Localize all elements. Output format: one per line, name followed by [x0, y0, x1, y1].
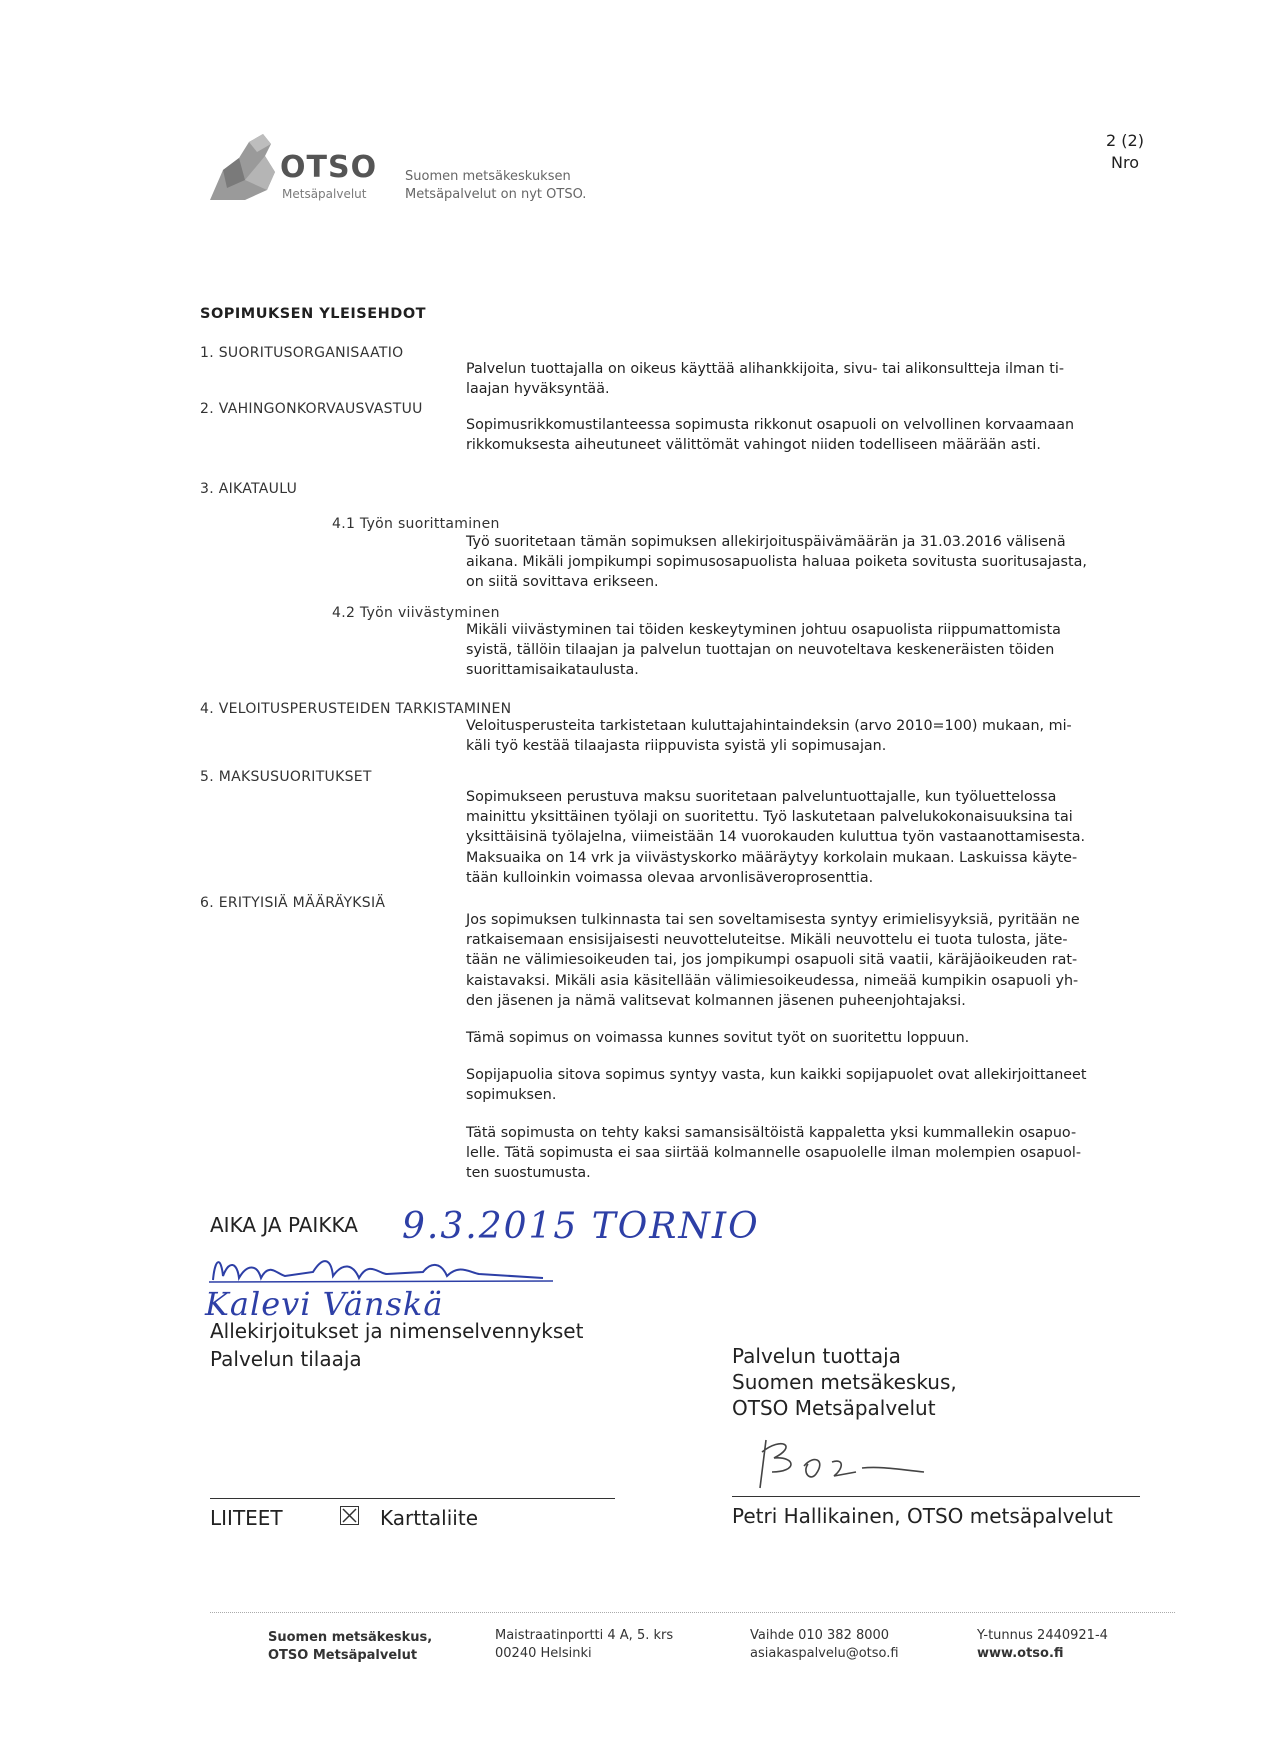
text-line: syistä, tällöin tilaajan ja palvelun tuottajan on neuvoteltava keskeneräisten töiden — [466, 642, 1055, 659]
text-line: lelle. Tätä sopimusta ei saa siirtää kolmannelle osapuolelle ilman molempien osapuol- — [466, 1145, 1081, 1162]
text-line: mainittu yksittäinen työlaji on suoritettu. Työ laskutetaan palvelukokonaisuuksina tai — [466, 809, 1073, 826]
section-5-text — [466, 787, 1156, 888]
document-title: SOPIMUKSEN YLEISEHDOT — [200, 306, 427, 322]
section-4-2-text — [466, 620, 1156, 681]
tagline-line-2: Metsäpalvelut on nyt OTSO. — [405, 187, 587, 202]
text-line: Tätä sopimusta on tehty kaksi samansisältöistä kappaletta yksi kummallekin osapuo- — [466, 1125, 1077, 1141]
footer-address-line-2: 00240 Helsinki — [495, 1646, 592, 1661]
section-1-heading: 1. SUORITUSORGANISAATIO — [200, 345, 404, 361]
page-number-block — [1100, 130, 1150, 174]
text-line: ten suostumusta. — [466, 1165, 591, 1182]
text-line: aikana. Mikäli jompikumpi sopimusosapuolista haluaa poiketa sovitusta suoritusajasta, — [466, 554, 1087, 571]
footer-phone: Vaihde 010 382 8000 — [750, 1628, 890, 1643]
text-line: yksittäisinä työlajelna, viimeistään 14 vuorokauden kuluttua työn vastaanottamisesta. — [466, 829, 1086, 846]
logo-subtext: Metsäpalvelut — [282, 187, 367, 201]
footer-address-line-1: Maistraatinportti 4 A, 5. krs — [495, 1628, 674, 1643]
provider-signer-name: Petri Hallikainen, OTSO metsäpalvelut — [732, 1504, 1113, 1528]
section-6-paragraph-1 — [466, 910, 1156, 1011]
section-2-text — [466, 415, 1156, 455]
text-line: Jos sopimuksen tulkinnasta tai sen soveltamisesta syntyy erimielisyyksiä, pyritään ne — [466, 912, 1080, 928]
nro-label: Nro — [1111, 153, 1139, 172]
logo-wordmark: OTSO — [280, 150, 378, 185]
section-4-heading: 4. VELOITUSPERUSTEIDEN TARKISTAMINEN — [200, 701, 512, 717]
provider-label-3: OTSO Metsäpalvelut — [732, 1396, 936, 1420]
text-line: kaistavaksi. Mikäli asia käsitellään välimiesoikeudessa, nimeää kumpikin osapuoli yh- — [466, 972, 1079, 989]
text-line: suorittamisaikataulusta. — [466, 662, 639, 679]
text-line: Sopimusrikkomustilanteessa sopimusta rikkonut osapuoli on velvollinen korvaamaan — [466, 417, 1075, 433]
attachments-label: LIITEET — [210, 1506, 283, 1530]
text-line: Maksuaika on 14 vrk ja viivästyskorko määräytyy korkolain mukaan. Laskuissa käyte- — [466, 849, 1078, 866]
customer-signature-line — [210, 1498, 615, 1499]
text-line: tään kulloinkin voimassa olevaa arvonlisäveroprosenttia. — [466, 869, 874, 886]
provider-signature — [752, 1432, 932, 1496]
attachment-item-label: Karttaliite — [380, 1506, 478, 1530]
checkmark-x-icon — [341, 1507, 358, 1524]
text-line: laajan hyväksyntää. — [466, 381, 610, 398]
text-line: rikkomuksesta aiheutuneet välittömät vahingot niiden todelliseen määrään asti. — [466, 437, 1041, 454]
section-4-1-heading: 4.1 Työn suorittaminen — [332, 516, 500, 532]
handwritten-name: Kalevi Vänskä — [205, 1285, 444, 1323]
customer-signature — [203, 1250, 563, 1290]
footer-address — [495, 1627, 673, 1663]
footer-org-line-1: Suomen metsäkeskus, — [268, 1630, 433, 1645]
section-4-2-heading: 4.2 Työn viivästyminen — [332, 605, 500, 621]
section-1-text — [466, 359, 1156, 399]
signatures-label: Allekirjoitukset ja nimenselvennykset — [210, 1319, 584, 1343]
footer-divider — [210, 1612, 1175, 1613]
page-number: 2 (2) — [1106, 131, 1144, 150]
section-2-heading: 2. VAHINGONKORVAUSVASTUU — [200, 401, 423, 417]
footer-email[interactable]: asiakaspalvelu@otso.fi — [750, 1646, 899, 1661]
text-line: Palvelun tuottajalla on oikeus käyttää alihankkijoita, sivu- tai alikonsultteja ilman ti- — [466, 361, 1065, 377]
provider-label-1: Palvelun tuottaja — [732, 1344, 901, 1368]
footer-contact — [750, 1627, 899, 1663]
handwritten-date-place: 9.3.2015 TORNIO — [402, 1206, 760, 1247]
text-line: Työ suoritetaan tämän sopimuksen allekirjoituspäivämäärän ja 31.03.2016 välisenä — [466, 534, 1066, 550]
text-line: sopimuksen. — [466, 1087, 557, 1104]
section-5-heading: 5. MAKSUSUORITUKSET — [200, 769, 372, 785]
section-3-heading: 3. AIKATAULU — [200, 481, 298, 497]
text-line: Sopimukseen perustuva maksu suoritetaan palveluntuottajalle, kun työluettelossa — [466, 789, 1057, 805]
section-4-1-text — [466, 532, 1156, 593]
text-line: on siitä sovittava erikseen. — [466, 574, 659, 591]
footer-org — [268, 1629, 432, 1665]
tagline-line-1: Suomen metsäkeskuksen — [405, 169, 571, 184]
text-line: Mikäli viivästyminen tai töiden keskeytyminen johtuu osapuolista riippumattomista — [466, 622, 1061, 638]
text-line: ratkaisemaan ensisijaisesti neuvotteluteitse. Mikäli neuvottelu ei tuota tulosta, jäte- — [466, 932, 1068, 949]
otso-bear-logo — [205, 128, 285, 208]
text-line: Sopijapuolia sitova sopimus syntyy vasta, kun kaikki sopijapuolet ovat allekirjoittaneet — [466, 1067, 1087, 1083]
provider-label-2: Suomen metsäkeskus, — [732, 1370, 957, 1394]
text-line: tään ne välimiesoikeuden tai, jos jompikumpi osapuoli sitä vaatii, käräjäoikeuden rat- — [466, 952, 1078, 969]
footer-company — [977, 1627, 1108, 1663]
provider-signature-line — [732, 1496, 1140, 1497]
time-place-label: AIKA JA PAIKKA — [210, 1213, 358, 1237]
customer-label: Palvelun tilaaja — [210, 1347, 362, 1371]
text-line: käli työ kestää tilaajasta riippuvista syistä yli sopimusajan. — [466, 738, 887, 755]
footer-website[interactable]: www.otso.fi — [977, 1646, 1064, 1661]
text-line: den jäsenen ja nämä valitsevat kolmannen jäsenen puheenjohtajaksi. — [466, 992, 966, 1009]
section-6-heading: 6. ERITYISIÄ MÄÄRÄYKSIÄ — [200, 895, 386, 911]
attachment-checkbox[interactable] — [340, 1506, 359, 1525]
footer-org-line-2: OTSO Metsäpalvelut — [268, 1648, 418, 1663]
section-4-text — [466, 716, 1156, 756]
footer-business-id: Y-tunnus 2440921-4 — [977, 1628, 1108, 1643]
text-line: Veloitusperusteita tarkistetaan kuluttajahintaindeksin (arvo 2010=100) mukaan, mi- — [466, 718, 1072, 734]
section-6-paragraph-4 — [466, 1123, 1156, 1184]
section-6-paragraph-2: Tämä sopimus on voimassa kunnes sovitut työt on suoritettu loppuun. — [466, 1030, 970, 1046]
section-6-paragraph-3 — [466, 1065, 1156, 1105]
